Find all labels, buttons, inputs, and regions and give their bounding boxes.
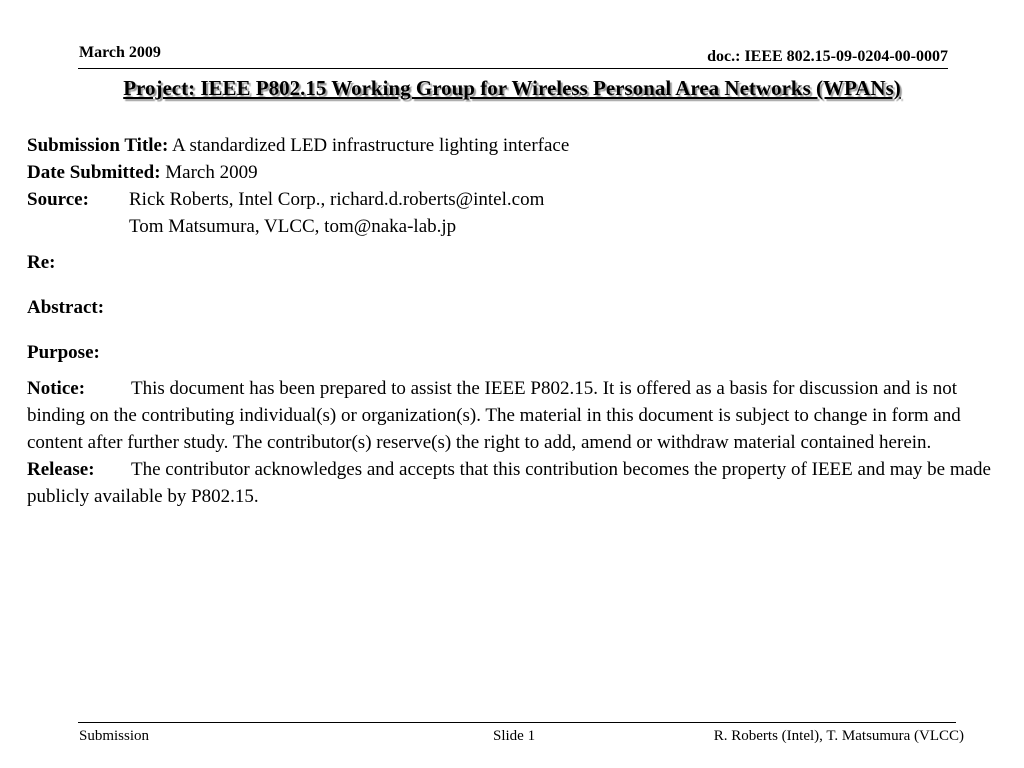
notice-text: This document has been prepared to assist the IEEE P802.15. It is offered as a basis for discussion and is not binding on the contributing individual(s) or organization(s). The material in this document is subject to change in form and content after further study. The contributor(s) reserve(s) the right to add, amend or withdraw material contained herein. [27,378,961,453]
release-paragraph [27,456,1017,510]
re-row [27,249,1017,276]
header-doc-id: doc.: IEEE 802.15-09-0204-00-0007 [707,48,948,65]
notice-label: Notice: [27,378,86,399]
date-submitted-value: March 2009 [165,162,258,183]
source-line-2: Tom Matsumura, VLCC, tom@naka-lab.jp [129,216,457,237]
footer-slide-number: Slide 1 [493,728,536,744]
release-label: Release: [27,459,95,480]
source-line-1: Rick Roberts, Intel Corp., richard.d.roberts@intel.com [129,189,545,210]
abstract-label: Abstract: [27,297,105,318]
footer-authors: R. Roberts (Intel), T. Matsumura (VLCC) [713,728,964,744]
project-title: Project: IEEE P802.15 Working Group for Wireless Personal Area Networks (WPANs) [123,76,901,100]
purpose-label: Purpose: [27,342,100,363]
header-date: March 2009 [79,44,161,61]
release-text: The contributor acknowledges and accepts that this contribution becomes the property of IEEE and may be made publicly available by P802.15. [27,459,991,507]
footer-divider [78,722,956,723]
submission-title-label: Submission Title: [27,135,169,156]
date-submitted-label: Date Submitted: [27,162,161,183]
source-row [27,186,1017,213]
slide-content [27,132,1017,510]
date-submitted-row [27,159,1017,186]
source-label: Source: [27,189,89,210]
notice-paragraph [27,375,1017,456]
footer-submission: Submission [79,728,150,744]
re-label: Re: [27,252,56,273]
source-row-2 [27,213,1017,240]
header-divider [78,68,948,69]
submission-title-value: A standardized LED infrastructure lighting interface [172,135,570,156]
submission-title-row [27,132,1017,159]
abstract-row [27,294,1017,321]
purpose-row [27,339,1017,366]
